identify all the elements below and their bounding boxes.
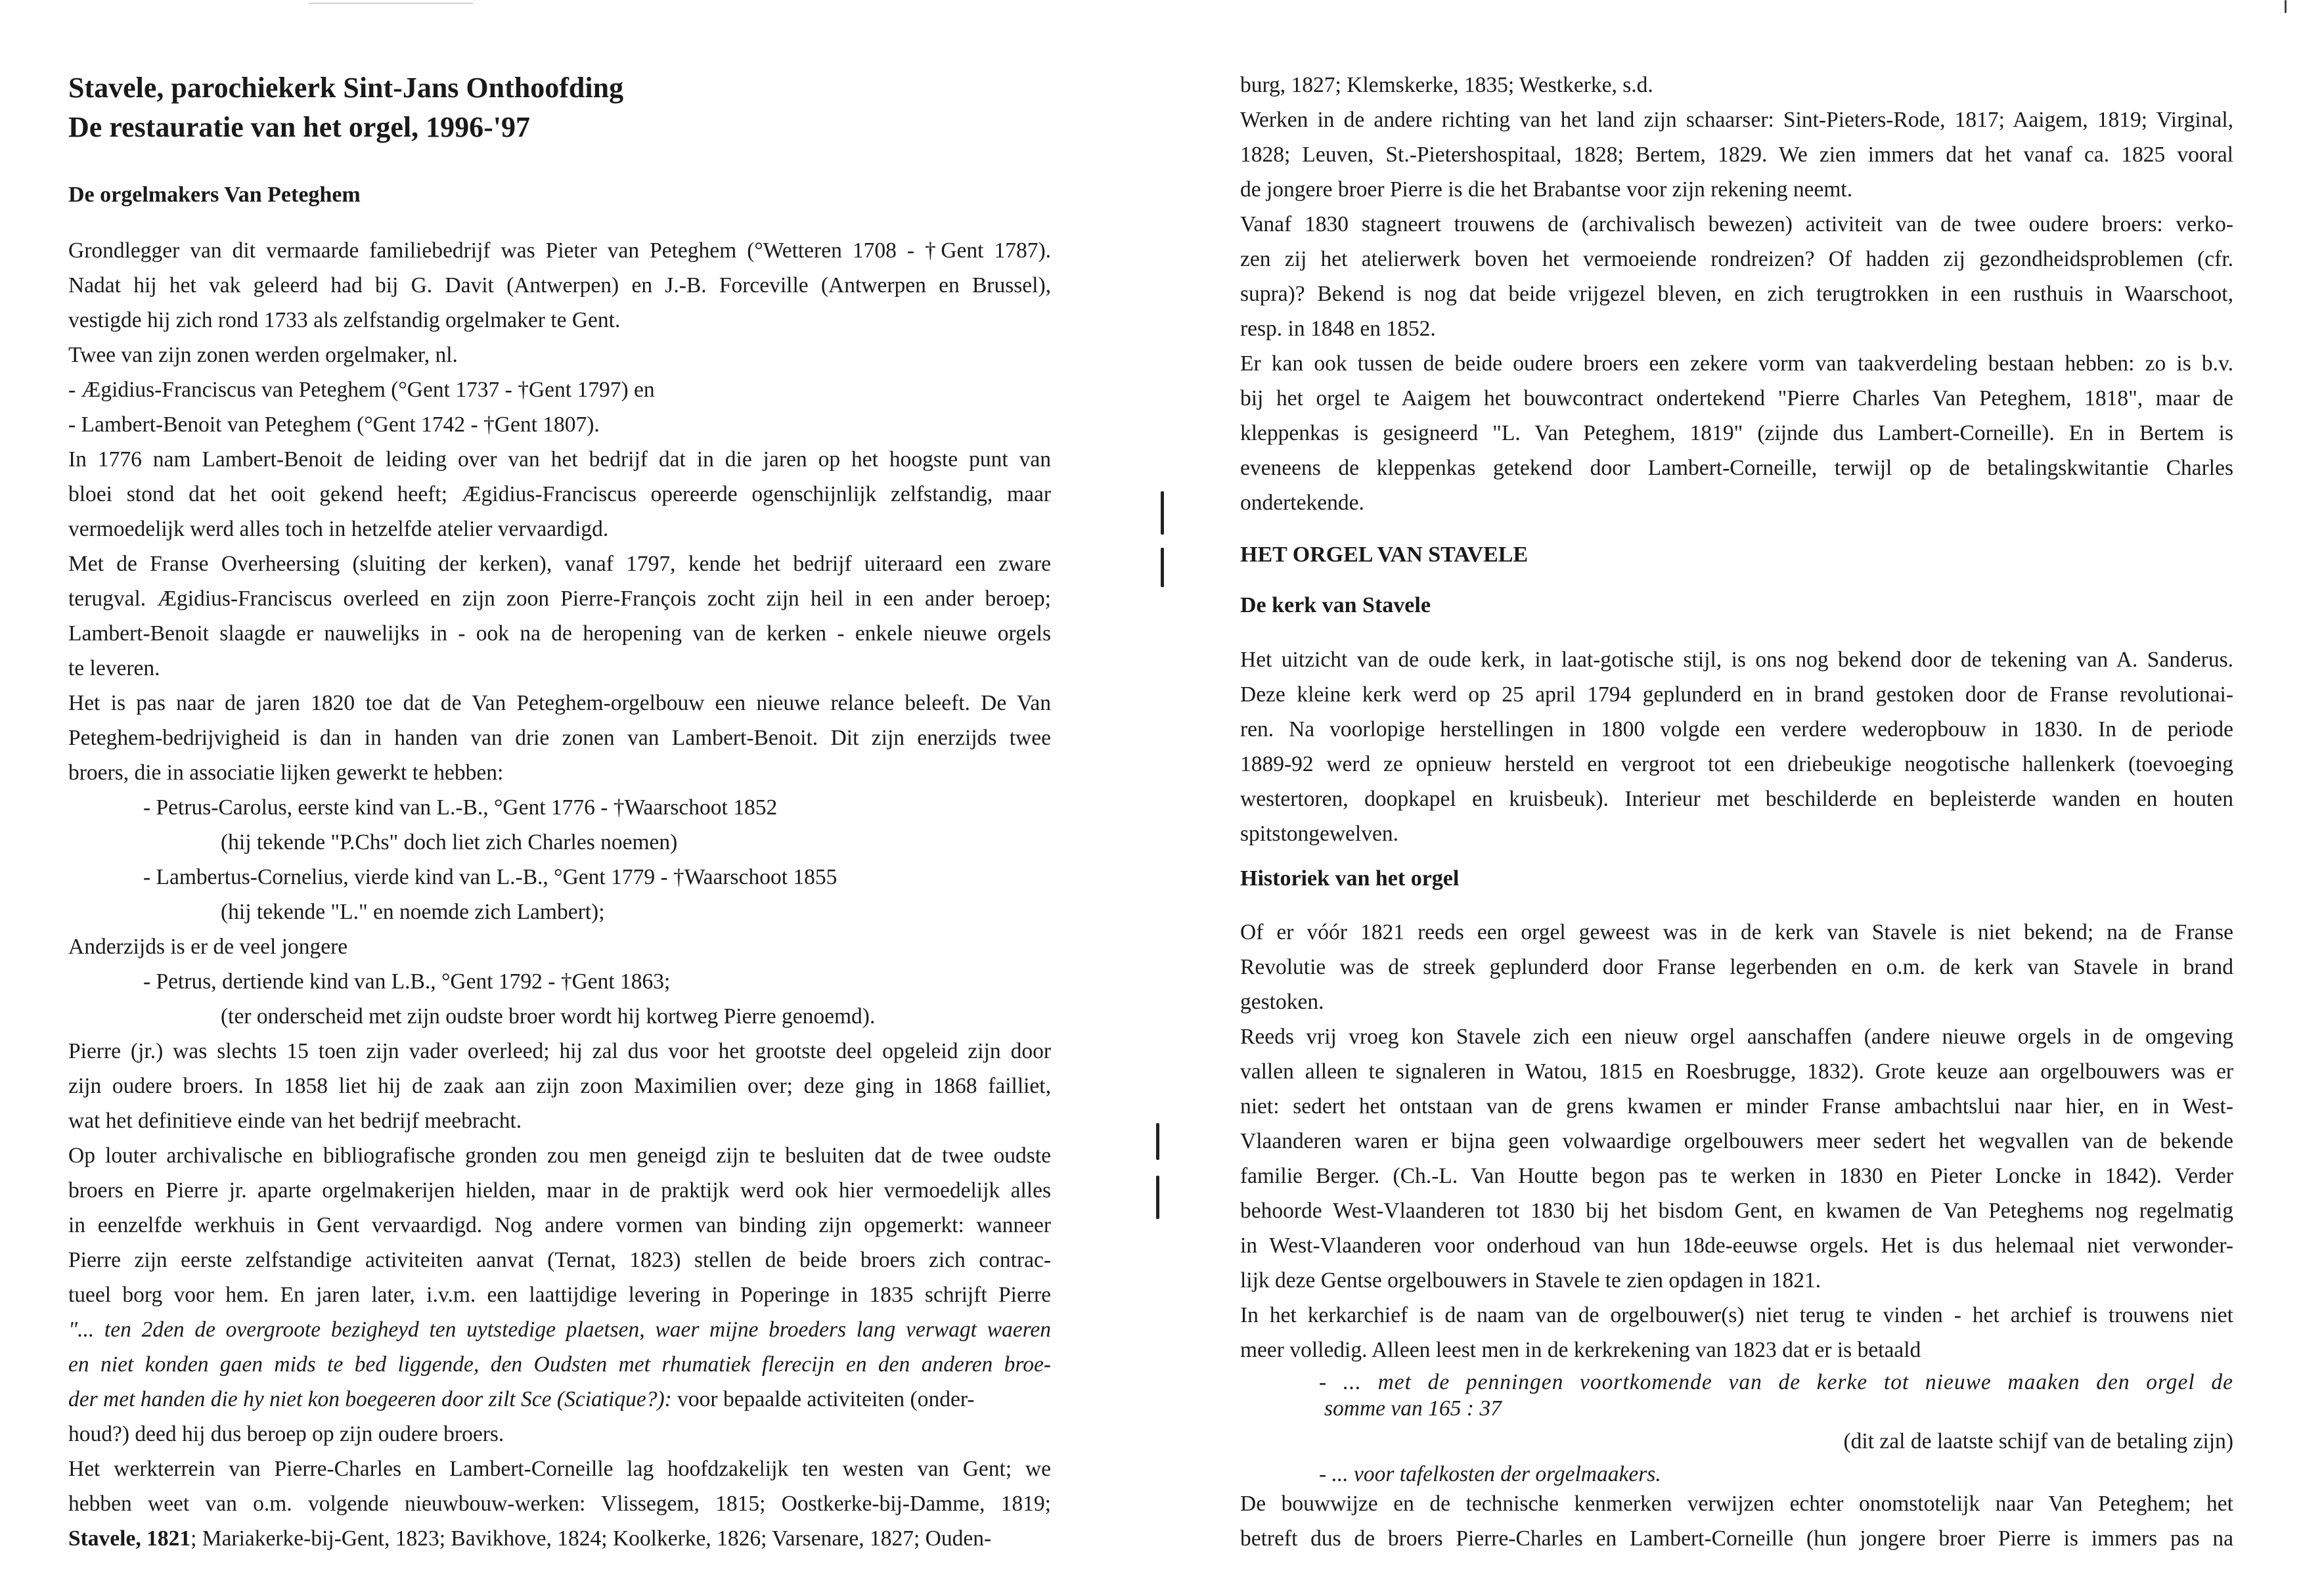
text-line: zijn oudere broers. In 1858 liet hij de zaak aan zijn zoon Maximilien over; deze ging in 1868 failliet, — [68, 1074, 1051, 1098]
text-line: hebben weet van o.m. volgende nieuwbouw-werken: Vlissegem, 1815; Oostkerke-bij-Damme, 1819; — [68, 1492, 1051, 1516]
text-line: 1828; Leuven, St.-Pietershospitaal, 1828; Bertem, 1829. We zien immers dat het vanaf ca. 1825 vooral — [1240, 143, 2233, 167]
text-line: Deze kleine kerk werd op 25 april 1794 geplunderd en in brand gestoken door de Franse revolutionai- — [1240, 682, 2233, 707]
text-line: broers, die in associatie lijken gewerkt te hebben: — [68, 761, 504, 785]
text-line: de jongere broer Pierre is die het Brabantse voor zijn rekening neemt. — [1240, 177, 1853, 202]
text-line: Het uitzicht van de oude kerk, in laat-gotische stijl, is ons nog bekend door de tekening van A. Sanderus. — [1240, 648, 2233, 672]
text-fragment: ; Mariakerke-bij-Gent, 1823; Bavikhove, 1824; Koolkerke, 1826; Varsenare, 1827; Ouden- — [190, 1526, 992, 1551]
text-line: (dit zal de laatste schijf van de betaling zijn) — [1843, 1429, 2233, 1453]
text-line: In het kerkarchief is de naam van de orgelbouwer(s) niet terug te vinden - het archief is trouwens niet — [1240, 1303, 2233, 1327]
text-line: - Lambertus-Cornelius, vierde kind van L.-B., °Gent 1779 - †Waarschoot 1855 — [143, 865, 838, 889]
text-line: supra)? Bekend is nog dat beide vrijgezel bleven, en zich terugtrokken in een rusthuis in Waarschoot, — [1240, 282, 2233, 306]
text-line: Werken in de andere richting van het land zijn schaarser: Sint-Pieters-Rode, 1817; Aaigem, 1819; Virginal, — [1240, 108, 2233, 132]
text-line: broers en Pierre jr. aparte orgelmakerijen hielden, maar in de praktijk werd ook hier vermoedelijk alles — [68, 1178, 1051, 1203]
text-line: zen zij het atelierwerk boven het vermoeiende rondreizen? Of hadden zij gezondheidsproblemen (cfr. — [1240, 247, 2233, 271]
quote-line: "... ten 2den de overgroote bezigheyd ten uytstedige plaetsen, waer mijne broeders lang verwagt waeren — [68, 1318, 1051, 1342]
quote-line: - ... voor tafelkosten der orgelmaakers. — [1319, 1462, 1661, 1486]
gutter-mark — [1161, 548, 1164, 587]
text-line: kleppenkas is gesigneerd "L. Van Peteghem, 1819" (zijnde dus Lambert-Corneille). En in Bertem is — [1240, 421, 2233, 445]
text-line: eveneens de kleppenkas getekend door Lambert-Corneille, terwijl op de betalingskwitantie Charles — [1240, 456, 2233, 480]
text-line: Het is pas naar de jaren 1820 toe dat de Van Peteghem-orgelbouw een nieuwe relance beleeft. De Van — [68, 691, 1051, 715]
page-subtitle: De restauratie van het orgel, 1996-'97 — [68, 111, 531, 143]
text-line: Peteghem-bedrijvigheid is dan in handen van drie zonen van Lambert-Benoit. Dit zijn enerzijds twee — [68, 726, 1051, 750]
text-line: te leveren. — [68, 656, 160, 680]
text-line: (hij tekende "P.Chs" doch liet zich Charles noemen) — [221, 830, 678, 854]
text-line: - Lambert-Benoit van Peteghem (°Gent 1742 - †Gent 1807). — [68, 412, 600, 437]
text-line: vallen alleen te signaleren in Watou, 1815 en Roesbrugge, 1832). Grote keuze aan orgelbouwers was er — [1240, 1059, 2233, 1084]
text-line: bij het orgel te Aaigem het bouwcontract ondertekend "Pierre Charles Van Peteghem, 1818", maar de — [1240, 386, 2233, 410]
section-heading-historiek: Historiek van het orgel — [1240, 866, 1460, 891]
text-line: terugval. Ægidius-Franciscus overleed en zijn zoon Pierre-François zocht zijn heil in een ander beroep; — [68, 587, 1051, 611]
text-line: Reeds vrij vroeg kon Stavele zich een nieuw orgel aanschaffen (andere nieuwe orgels in de omgeving — [1240, 1025, 2233, 1049]
text-line: ren. Na voorlopige herstellingen in 1800 volgde een verdere wederopbouw in 1830. In de periode — [1240, 717, 2233, 742]
text-line: burg, 1827; Klemskerke, 1835; Westkerke, s.d. — [1240, 73, 1653, 97]
text-line: - Petrus-Carolus, eerste kind van L.-B., °Gent 1776 - †Waarschoot 1852 — [143, 795, 778, 820]
text-line: westertoren, doopkapel en kruisbeuk). Interieur met beschilderde en bepleisterde wanden en houten — [1240, 787, 2233, 811]
text-line: Er kan ook tussen de beide oudere broers een zekere vorm van taakverdeling bestaan hebben: zo is b.v. — [1240, 351, 2233, 376]
text-line-mixed — [68, 1382, 1051, 1417]
text-line: Lambert-Benoit slaagde er nauwelijks in - ook na de heropening van de kerken - enkele nieuwe orgels — [68, 621, 1051, 646]
text-line: - Petrus, dertiende kind van L.B., °Gent 1792 - †Gent 1863; — [143, 969, 671, 994]
text-line: in West-Vlaanderen voor onderhoud van hun 18de-eeuwse orgels. Het is dus helemaal niet verwonder- — [1240, 1233, 2233, 1258]
gutter-mark — [1161, 491, 1164, 535]
text-line: Vlaanderen waren er bijna geen volwaardige orgelbouwers meer sedert het wegvallen van de bekende — [1240, 1129, 2233, 1153]
page-title: Stavele, parochiekerk Sint-Jans Onthoofding — [68, 72, 624, 104]
text-line: (ter onderscheid met zijn oudste broer wordt hij kortweg Pierre genoemd). — [221, 1004, 876, 1029]
text-line: betreft dus de broers Pierre-Charles en Lambert-Corneille (hun jongere broer Pierre is immers pas na — [1240, 1526, 2233, 1551]
section-heading-kerk-van-stavele: De kerk van Stavele — [1240, 593, 1431, 617]
quote-line: somme van 165 : 37 — [1324, 1396, 1502, 1421]
text-line: Grondlegger van dit vermaarde familiebedrijf was Pieter van Peteghem (°Wetteren 1708 - †Gent 1787). — [68, 238, 1051, 263]
text-line: resp. in 1848 en 1852. — [1240, 317, 1436, 341]
text-fragment: voor bepaalde activiteiten (onder- — [671, 1387, 975, 1411]
text-line-mixed — [68, 1521, 1051, 1556]
text-line: wat het definitieve einde van het bedrijf meebracht. — [68, 1109, 522, 1133]
text-line: bloei stond dat het ooit gekend heeft; Ægidius-Franciscus opereerde ogenschijnlijk zelfstandig, maar — [68, 482, 1051, 506]
text-line: tueel borg voor hem. En jaren later, i.v.m. een laattijdige levering in Poperinge in 1835 schrijft Pierre — [68, 1283, 1051, 1307]
quote-line: - ... met de penningen voortkomende van de kerke tot nieuwe maaken den orgel de — [1319, 1370, 2233, 1394]
highlight-stavele: Stavele, 1821 — [68, 1526, 191, 1551]
quote-fragment: der met handen die hy niet kon boegeeren door zilt Sce (Sciatique?): — [68, 1387, 672, 1411]
text-line: In 1776 nam Lambert-Benoit de leiding over van het bedrijf dat in die jaren op het hoogste punt van — [68, 447, 1051, 472]
section-heading-orgel-van-stavele: HET ORGEL VAN STAVELE — [1240, 543, 1529, 567]
text-line: spitstongewelven. — [1240, 822, 1398, 846]
text-line: (hij tekende "L." en noemde zich Lambert); — [221, 900, 605, 924]
text-line: Vanaf 1830 stagneert trouwens de (archivalisch bewezen) activiteit van de twee oudere broers: verko- — [1240, 212, 2233, 236]
text-line: - Ægidius-Franciscus van Peteghem (°Gent 1737 - †Gent 1797) en — [68, 378, 655, 402]
text-line: Of er vóór 1821 reeds een orgel geweest was in de kerk van Stavele is niet bekend; na de Franse — [1240, 920, 2233, 944]
corner-mark — [2285, 0, 2287, 13]
text-line: De bouwwijze en de technische kenmerken verwijzen echter onomstotelijk naar Van Peteghem; het — [1240, 1492, 2233, 1516]
text-line: Anderzijds is er de veel jongere — [68, 935, 348, 959]
text-line: Nadat hij het vak geleerd had bij G. Davit (Antwerpen) en J.-B. Forceville (Antwerpen en Brussel), — [68, 273, 1051, 298]
text-line: Pierre zijn eerste zelfstandige activiteiten aanvat (Ternat, 1823) stellen de beide broers zich contrac- — [68, 1248, 1051, 1272]
text-line: familie Berger. (Ch.-L. Van Houtte begon pas te werken in 1830 en Pieter Loncke in 1842). Verder — [1240, 1164, 2233, 1188]
quote-line: en niet konden gaen mids te bed liggende, den Oudsten met rhumatiek flerecijn en den anderen broe- — [68, 1352, 1051, 1377]
text-line: meer volledig. Alleen leest men in de kerkrekening van 1823 dat er is betaald — [1240, 1338, 1921, 1362]
text-line: ondertekende. — [1240, 491, 1364, 515]
scan-edge-line — [309, 3, 473, 4]
text-line: vestigde hij zich rond 1733 als zelfstandig orgelmaker te Gent. — [68, 308, 621, 332]
text-line: Op louter archivalische en bibliografische gronden zou men geneigd zijn te besluiten dat de twee oudste — [68, 1143, 1051, 1168]
text-line: gestoken. — [1240, 990, 1324, 1014]
section-heading-orgelmakers: De orgelmakers Van Peteghem — [68, 183, 361, 207]
text-line: vermoedelijk werd alles toch in hetzelfde atelier vervaardigd. — [68, 517, 609, 541]
gutter-mark — [1156, 1123, 1159, 1160]
text-line: behoorde West-Vlaanderen tot 1830 bij het bisdom Gent, en kwamen de Van Peteghems nog regelmatig — [1240, 1199, 2233, 1223]
text-line: Revolutie was de streek geplunderd door Franse legerbenden en o.m. de kerk van Stavele in brand — [1240, 955, 2233, 979]
text-line: Met de Franse Overheersing (sluiting der kerken), vanaf 1797, kende het bedrijf uiteraard een zware — [68, 552, 1051, 576]
text-line: Pierre (jr.) was slechts 15 toen zijn vader overleed; hij zal dus voor het grootste deel opgeleid zijn door — [68, 1039, 1051, 1063]
text-line: 1889-92 werd ze opnieuw hersteld en vergroot tot een driebeukige neogotische hallenkerk (toevoeging — [1240, 752, 2233, 776]
text-line: lijk deze Gentse orgelbouwers in Stavele te zien opdagen in 1821. — [1240, 1268, 1821, 1293]
gutter-mark — [1156, 1176, 1159, 1219]
text-line: in eenzelfde werkhuis in Gent vervaardigd. Nog andere vormen van binding zijn opgemerkt: wanneer — [68, 1213, 1051, 1237]
text-line: Twee van zijn zonen werden orgelmaker, nl. — [68, 343, 458, 367]
text-line: houd?) deed hij dus beroep op zijn oudere broers. — [68, 1422, 504, 1446]
text-line: Het werkterrein van Pierre-Charles en Lambert-Corneille lag hoofdzakelijk ten westen van Gent; we — [68, 1457, 1051, 1481]
text-line: niet: sedert het ontstaan van de grens kwamen er minder Franse ambachtslui naar hier, en in West- — [1240, 1094, 2233, 1119]
